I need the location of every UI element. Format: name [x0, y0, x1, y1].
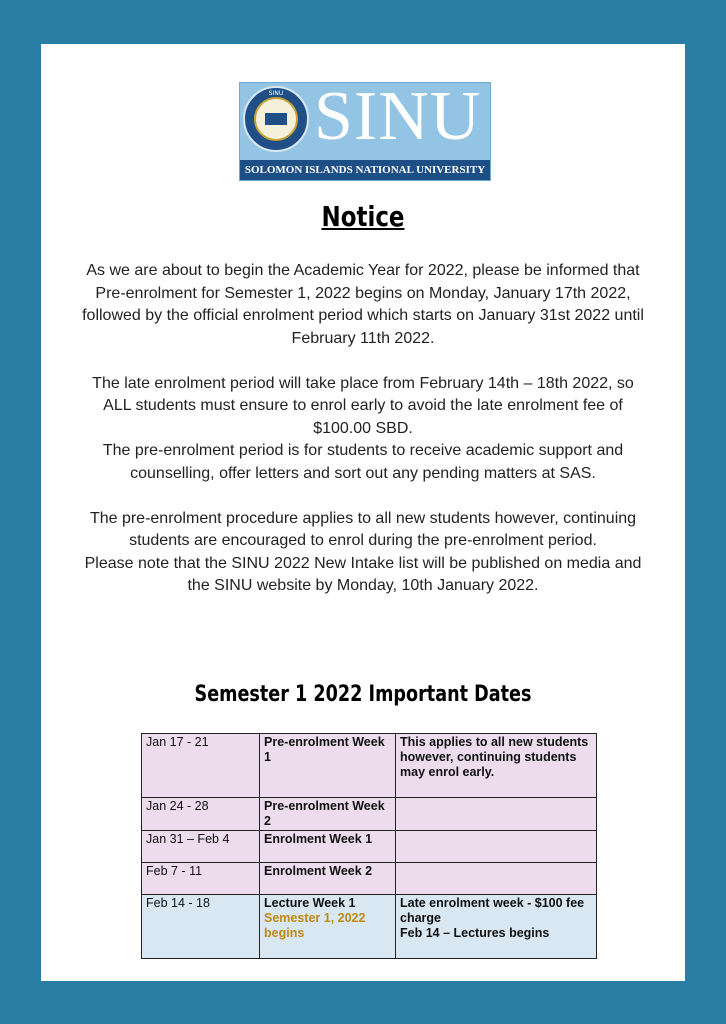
date-cell: Jan 17 - 21 — [142, 734, 260, 798]
note-cell — [396, 895, 597, 959]
date-cell: Jan 24 - 28 — [142, 798, 260, 831]
dates-title: Semester 1 2022 Important Dates — [194, 682, 532, 707]
university-name: SOLOMON ISLANDS NATIONAL UNIVERSITY — [240, 160, 490, 180]
note-cell — [396, 798, 597, 831]
date-cell: Feb 7 - 11 — [142, 863, 260, 895]
late-enrolment-note: Late enrolment week - $100 fee charge — [400, 896, 585, 925]
date-cell: Feb 14 - 18 — [142, 895, 260, 959]
note-cell — [396, 863, 597, 895]
event-cell: Enrolment Week 1 — [260, 831, 396, 863]
notice-paragraph: The late enrolment period will take place from February 14th – 18th 2022, so ALL students must ensure to enrol early to avoid the late enrolment fee of $100.00 SBD. — [92, 374, 634, 437]
seal-emblem — [254, 97, 298, 141]
lectures-begin-note: Feb 14 – Lectures begins — [400, 926, 550, 940]
seal-text: SINU — [268, 90, 284, 97]
notice-title: Notice — [321, 200, 405, 233]
notice-paragraph: As we are about to begin the Academic Year for 2022, please be informed that Pre-enrolment for Semester 1, 2022 begins on Monday, January 17th 2022, followed by the official enrolment period which starts on January 31st 2022 until February 11th 2022. — [82, 262, 644, 347]
note-cell: This applies to all new students however, continuing students may enrol early. — [396, 734, 597, 798]
notice-paragraph: The pre-enrolment period is for students to receive academic support and counselling, offer letters and sort out any pending matters at SAS. — [102, 442, 624, 482]
event-cell: Pre-enrolment Week 2 — [260, 798, 396, 831]
book-icon — [265, 113, 287, 125]
logo-wordmark: SINU — [314, 78, 482, 155]
table-row — [142, 798, 597, 831]
event-cell: Pre-enrolment Week 1 — [260, 734, 396, 798]
event-label: Lecture Week 1 — [264, 896, 356, 910]
event-cell — [260, 895, 396, 959]
table-row — [142, 734, 597, 798]
semester-begins-label: Semester 1, 2022 begins — [264, 911, 366, 940]
important-dates-table — [141, 733, 597, 959]
notice-paragraph: Please note that the SINU 2022 New Intake list will be published on media and the SINU website by Monday, 10th January 2022. — [84, 554, 642, 594]
table-row — [142, 831, 597, 863]
sinu-logo — [239, 78, 491, 181]
date-cell: Jan 31 – Feb 4 — [142, 831, 260, 863]
notice-page — [41, 44, 685, 981]
notice-paragraph: The pre-enrolment procedure applies to all new students however, continuing students are encouraged to enrol during the pre-enrolment period. — [89, 509, 637, 549]
note-cell — [396, 831, 597, 863]
event-cell: Enrolment Week 2 — [260, 863, 396, 895]
notice-body — [81, 260, 645, 598]
university-seal-icon — [243, 86, 309, 152]
table-row — [142, 895, 597, 959]
table-row — [142, 863, 597, 895]
